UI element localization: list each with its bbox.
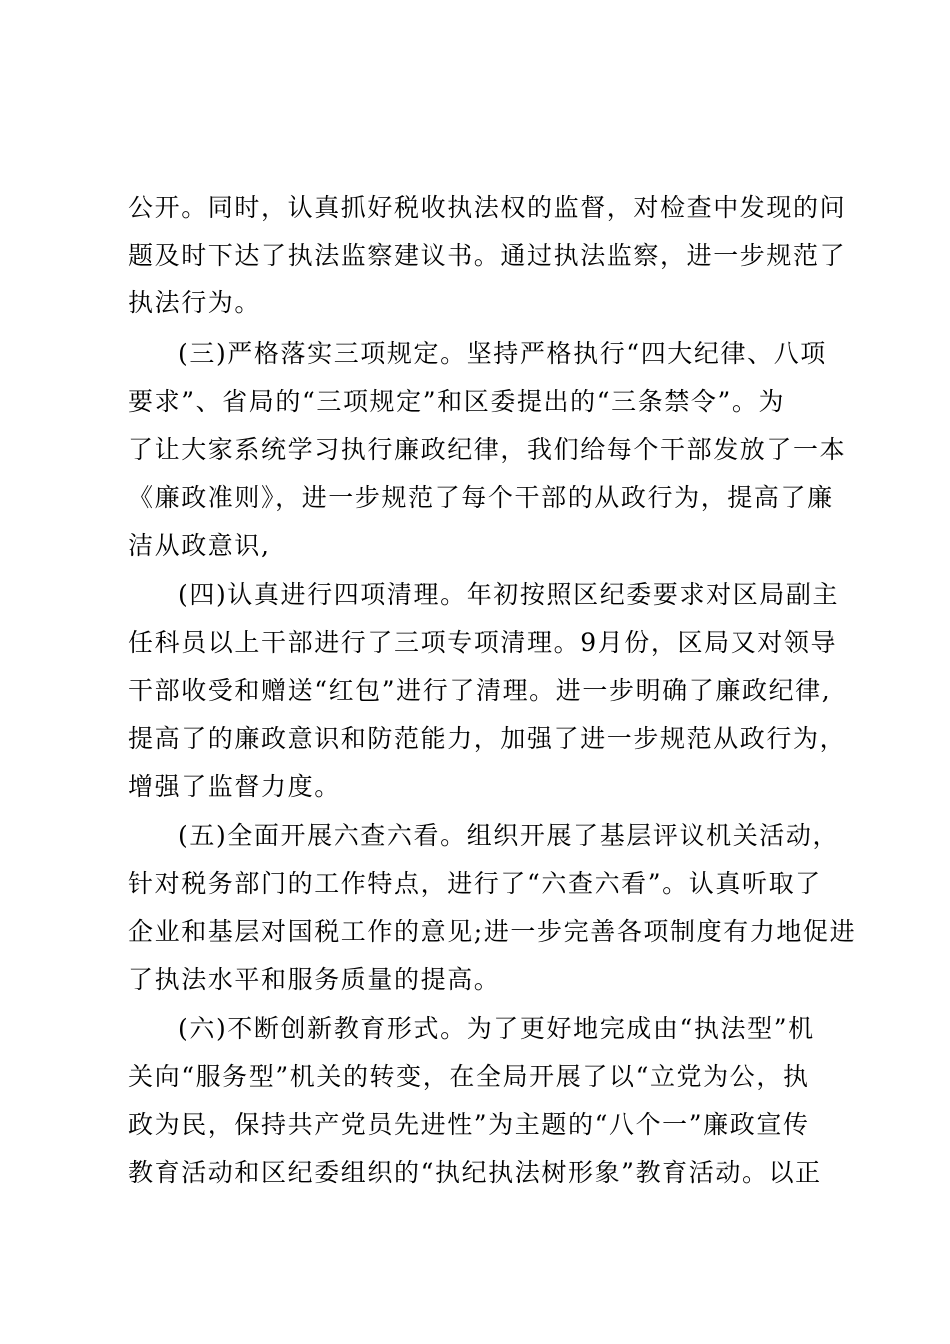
text-line: 洁从政意识, bbox=[128, 531, 271, 560]
text-line: 了执法水平和服务质量的提高。 bbox=[128, 965, 501, 994]
text-line: (四)认真进行四项清理。年初按照区纪委要求对区局副主 bbox=[178, 580, 840, 609]
text-line: (三)严格落实三项规定。坚持严格执行“四大纪律、八项 bbox=[178, 339, 827, 368]
text-line: 《廉政准则》，进一步规范了每个干部的从政行为，提高了廉 bbox=[128, 483, 834, 512]
text-line: 提高了的廉政意识和防范能力，加强了进一步规范从政行为， bbox=[128, 724, 847, 753]
text-line: 题及时下达了执法监察建议书。通过执法监察，进一步规范了 bbox=[128, 241, 847, 270]
text-line: 增强了监督力度。 bbox=[128, 772, 341, 801]
text-line: 干部收受和赠送“红包”进行了清理。进一步明确了廉政纪律, bbox=[128, 676, 832, 705]
text-line: 执法行为。 bbox=[128, 288, 262, 317]
text-line: 了让大家系统学习执行廉政纪律，我们给每个干部发放了一本 bbox=[128, 435, 847, 464]
text-line: 关向“服务型”机关的转变，在全局开展了以“立党为公，执 bbox=[128, 1062, 810, 1091]
text-line: 政为民，保持共产党员先进性”为主题的“八个一”廉政宣传 bbox=[128, 1110, 810, 1139]
text-line: (六)不断创新教育形式。为了更好地完成由“执法型”机 bbox=[178, 1014, 815, 1043]
text-line: (五)全面开展六查六看。组织开展了基层评议机关活动， bbox=[178, 821, 840, 850]
text-line: 教育活动和区纪委组织的“执纪执法树形象”教育活动。以正 bbox=[128, 1158, 822, 1187]
text-line: 公开。同时，认真抓好税收执法权的监督，对检查中发现的问 bbox=[128, 193, 847, 222]
text-line: 针对税务部门的工作特点，进行了“六查六看”。认真听取了 bbox=[128, 869, 822, 898]
text-line: 企业和基层对国税工作的意见;进一步完善各项制度有力地促进 bbox=[128, 917, 857, 946]
text-line: 任科员以上干部进行了三项专项清理。9月份，区局又对领导 bbox=[128, 628, 838, 657]
text-line: 要求”、省局的“三项规定”和区委提出的“三条禁令”。为 bbox=[128, 387, 786, 416]
